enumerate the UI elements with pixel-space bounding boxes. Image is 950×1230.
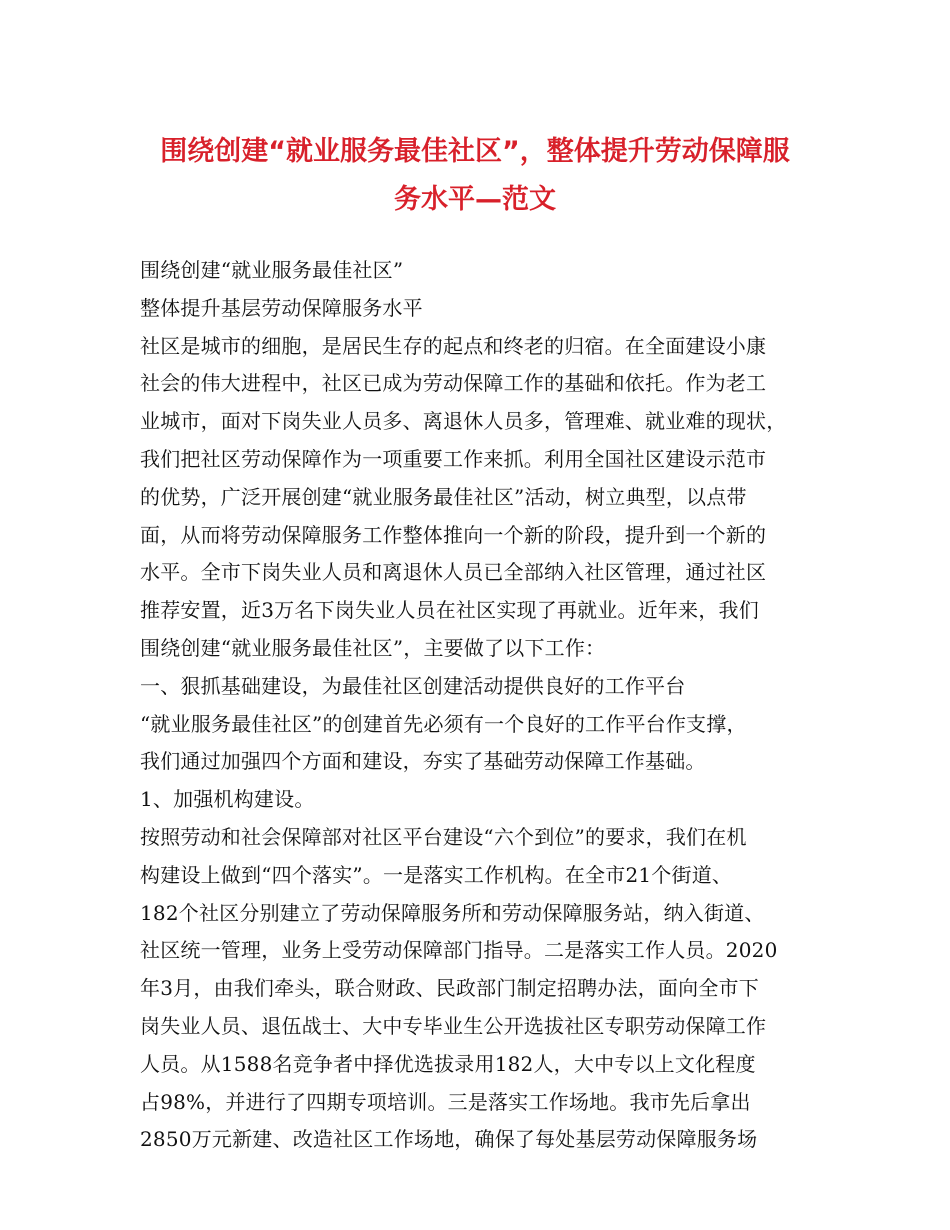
body-text-line: 推荐安置，近3万名下岗失业人员在社区实现了再就业。近年来，我们 (140, 598, 759, 623)
body-text-line: 按照劳动和社会保障部对社区平台建设“六个到位”的要求，我们在机 (140, 824, 747, 849)
body-text-line: 2850万元新建、改造社区工作场地，确保了每处基层劳动保障服务场 (140, 1127, 758, 1152)
body-text-line: 面，从而将劳动保障服务工作整体推向一个新的阶段，提升到一个新的 (140, 522, 767, 547)
body-text-line: 构建设上做到“四个落实”。一是落实工作机构。在全市21个街道、 (140, 862, 733, 887)
body-text-line: 的优势，广泛开展创建“就业服务最佳社区”活动，树立典型，以点带 (140, 484, 747, 509)
body-text-line: 年3月，由我们牵头，联合财政、民政部门制定招聘办法，面向全市下 (140, 976, 759, 1001)
title-line: 务水平—范文 (394, 184, 556, 215)
title-line: 围绕创建“就业服务最佳社区”，整体提升劳动保障服 (160, 136, 790, 167)
body-text-line: 围绕创建“就业服务最佳社区”，主要做了以下工作： (140, 635, 606, 660)
body-text-line: “就业服务最佳社区”的创建首先必须有一个良好的工作平台作支撑， (140, 711, 747, 736)
body-text-line: 岗失业人员、退伍战士、大中专毕业生公开选拔社区专职劳动保障工作 (140, 1013, 767, 1038)
body-text-line: 社区统一管理，业务上受劳动保障部门指导。二是落实工作人员。2020 (140, 938, 778, 963)
body-text-line: 我们把社区劳动保障作为一项重要工作来抓。利用全国社区建设示范市 (140, 446, 767, 471)
body-text-line: 业城市，面对下岗失业人员多、离退休人员多，管理难、就业难的现状， (140, 409, 787, 434)
body-text-line: 182个社区分别建立了劳动保障服务所和劳动保障服务站，纳入街道、 (140, 900, 765, 925)
subtitle-line: 围绕创建“就业服务最佳社区” (140, 258, 404, 282)
document-body (140, 252, 830, 1159)
body-text-line: 人员。从1588名竞争者中择优选拔录用182人，大中专以上文化程度 (140, 1051, 756, 1076)
document-title (120, 128, 830, 224)
subsection-heading: 1、加强机构建设。 (140, 787, 315, 812)
subtitle-line: 整体提升基层劳动保障服务水平 (140, 295, 423, 320)
body-text-line: 占98%，并进行了四期专项培训。三是落实工作场地。我市先后拿出 (140, 1089, 751, 1114)
section-heading: 一、狠抓基础建设，为最佳社区创建活动提供良好的工作平台 (140, 673, 686, 698)
body-text-line: 水平。全市下岗失业人员和离退休人员已全部纳入社区管理，通过社区 (140, 560, 767, 585)
body-text-line: 社会的伟大进程中，社区已成为劳动保障工作的基础和依托。作为老工 (140, 371, 767, 396)
body-text-line: 我们通过加强四个方面和建设，夯实了基础劳动保障工作基础。 (140, 749, 706, 774)
body-text-line: 社区是城市的细胞，是居民生存的起点和终老的归宿。在全面建设小康 (140, 333, 767, 358)
